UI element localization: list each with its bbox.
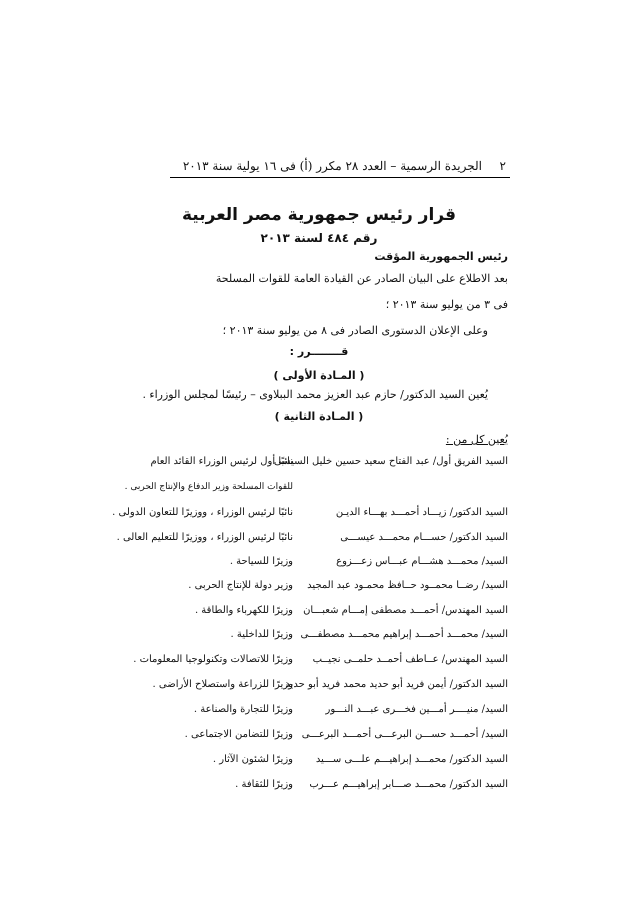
appointee-role: وزيرًا للزراعة واستصلاح الأراضى . — [152, 679, 293, 690]
article-2-intro: يُعين كل من : — [445, 433, 508, 446]
appointee-role: نائبًا أول لرئيس الوزراء القائد العام — [150, 456, 293, 467]
article-1-text: يُعين السيد الدكتور/ حازم عبد العزيز محمد الببلاوى – رئيسًا لمجلس الوزراء . — [142, 388, 488, 401]
appointment-row — [128, 704, 508, 720]
appointee-name: السيد/ محمـــد هشـــام عبـــاس زعـــزوع — [336, 556, 508, 567]
appointment-row — [112, 507, 508, 523]
appointment-row — [128, 754, 508, 770]
preamble-line-3: وعلى الإعلان الدستورى الصادر فى ٨ من يوليو سنة ٢٠١٣ ؛ — [222, 324, 488, 337]
appointee-name: السيد المهندس/ عــاطف أحمــد حلمــى نجيــب — [312, 654, 508, 665]
appointment-row — [128, 580, 508, 596]
appointment-row — [128, 556, 508, 572]
appointee-role: وزيرًا للكهرباء والطاقة . — [194, 605, 293, 616]
appointee-name: السيد/ منيــــر أمـــين فخـــرى عبـــد النـــور — [325, 704, 508, 715]
appointee-role: نائبًا لرئيس الوزراء ، ووزيرًا للتعاون الدولى . — [112, 507, 293, 518]
decided-heading: قــــــــرر : — [289, 345, 349, 358]
appointee-role: وزيرًا للسياحة . — [229, 556, 293, 567]
appointee-role: وزير دولة للإنتاج الحربى . — [188, 580, 293, 591]
appointee-role: وزيرًا لشئون الآثار . — [212, 754, 293, 765]
appointee-name: السيد/ محمـــد أحمـــد إبراهيم محمـــد مصطفـــى — [300, 629, 508, 640]
appointment-row — [128, 729, 508, 745]
appointee-role: وزيرًا للاتصالات وتكنولوجيا المعلومات . — [133, 654, 293, 665]
article-2-heading: ( المـادة الثانية ) — [274, 410, 364, 423]
appointee-name: السيد/ أحمـــد حســـن البرعـــى أحمـــد البرعـــى — [301, 729, 508, 740]
decree-number: رقم ٤٨٤ لسنة ٢٠١٣ — [260, 231, 378, 245]
appointee-name: السيد الدكتور/ حســـام محمـــد عيســـى — [340, 532, 508, 543]
appointment-row — [116, 532, 508, 548]
appointee-role: نائبًا لرئيس الوزراء ، ووزيرًا للتعليم العالى . — [116, 532, 293, 543]
decree-title: قرار رئيس جمهورية مصر العربية — [181, 205, 456, 225]
appointee-role: وزيرًا للثقافة . — [235, 779, 293, 790]
article-1-heading: ( المـادة الأولى ) — [273, 369, 365, 382]
appointee-name: السيد الدكتور/ محمـــد إبراهيـــم علـــى ســـيد — [315, 754, 508, 765]
appointee-role-continuation: للقوات المسلحة وزير الدفاع والإنتاج الحربى . — [124, 482, 293, 492]
preamble-line-1: بعد الاطلاع على البيان الصادر عن القيادة العامة للقوات المسلحة — [215, 272, 508, 285]
appointment-row — [128, 456, 508, 472]
page-number: ٢ — [499, 159, 506, 173]
appointment-row — [128, 779, 508, 795]
appointee-name: السيد/ رضــا محمــود حــافظ محمـود عبد المجيد — [307, 580, 508, 591]
preamble-line-2: فى ٣ من يوليو سنة ٢٠١٣ ؛ — [385, 298, 508, 311]
appointment-row — [128, 605, 508, 621]
appointee-name: السيد الدكتور/ زيـــاد أحمـــد بهـــاء الديـن — [335, 507, 508, 518]
appointee-role: وزيرًا للتضامن الاجتماعى . — [184, 729, 293, 740]
header-title: الجريدة الرسمية – العدد ٢٨ مكرر (أ) فى ١٦ يولية سنة ٢٠١٣ — [182, 159, 482, 173]
appointment-row — [128, 679, 508, 695]
president-label: رئيس الجمهورية المؤقت — [374, 250, 508, 263]
appointee-name: السيد المهندس/ أحمـــد مصطفى إمـــام شعبـــان — [303, 605, 508, 616]
appointee-name: السيد الفريق أول/ عبد الفتاح سعيد حسين خليل السيسى — [273, 456, 508, 467]
appointee-name: السيد الدكتور/ محمـــد صـــابر إبراهيـــم عـــرب — [309, 779, 508, 790]
appointee-role: وزيرًا للتجارة والصناعة . — [193, 704, 293, 715]
appointee-name: السيد الدكتور/ أيمن فريد أبو حديد محمد فريد أبو حديد — [285, 679, 508, 690]
appointment-row — [128, 654, 508, 670]
appointee-role: وزيرًا للداخلية . — [230, 629, 293, 640]
page-header — [170, 155, 510, 178]
appointment-row — [128, 629, 508, 645]
